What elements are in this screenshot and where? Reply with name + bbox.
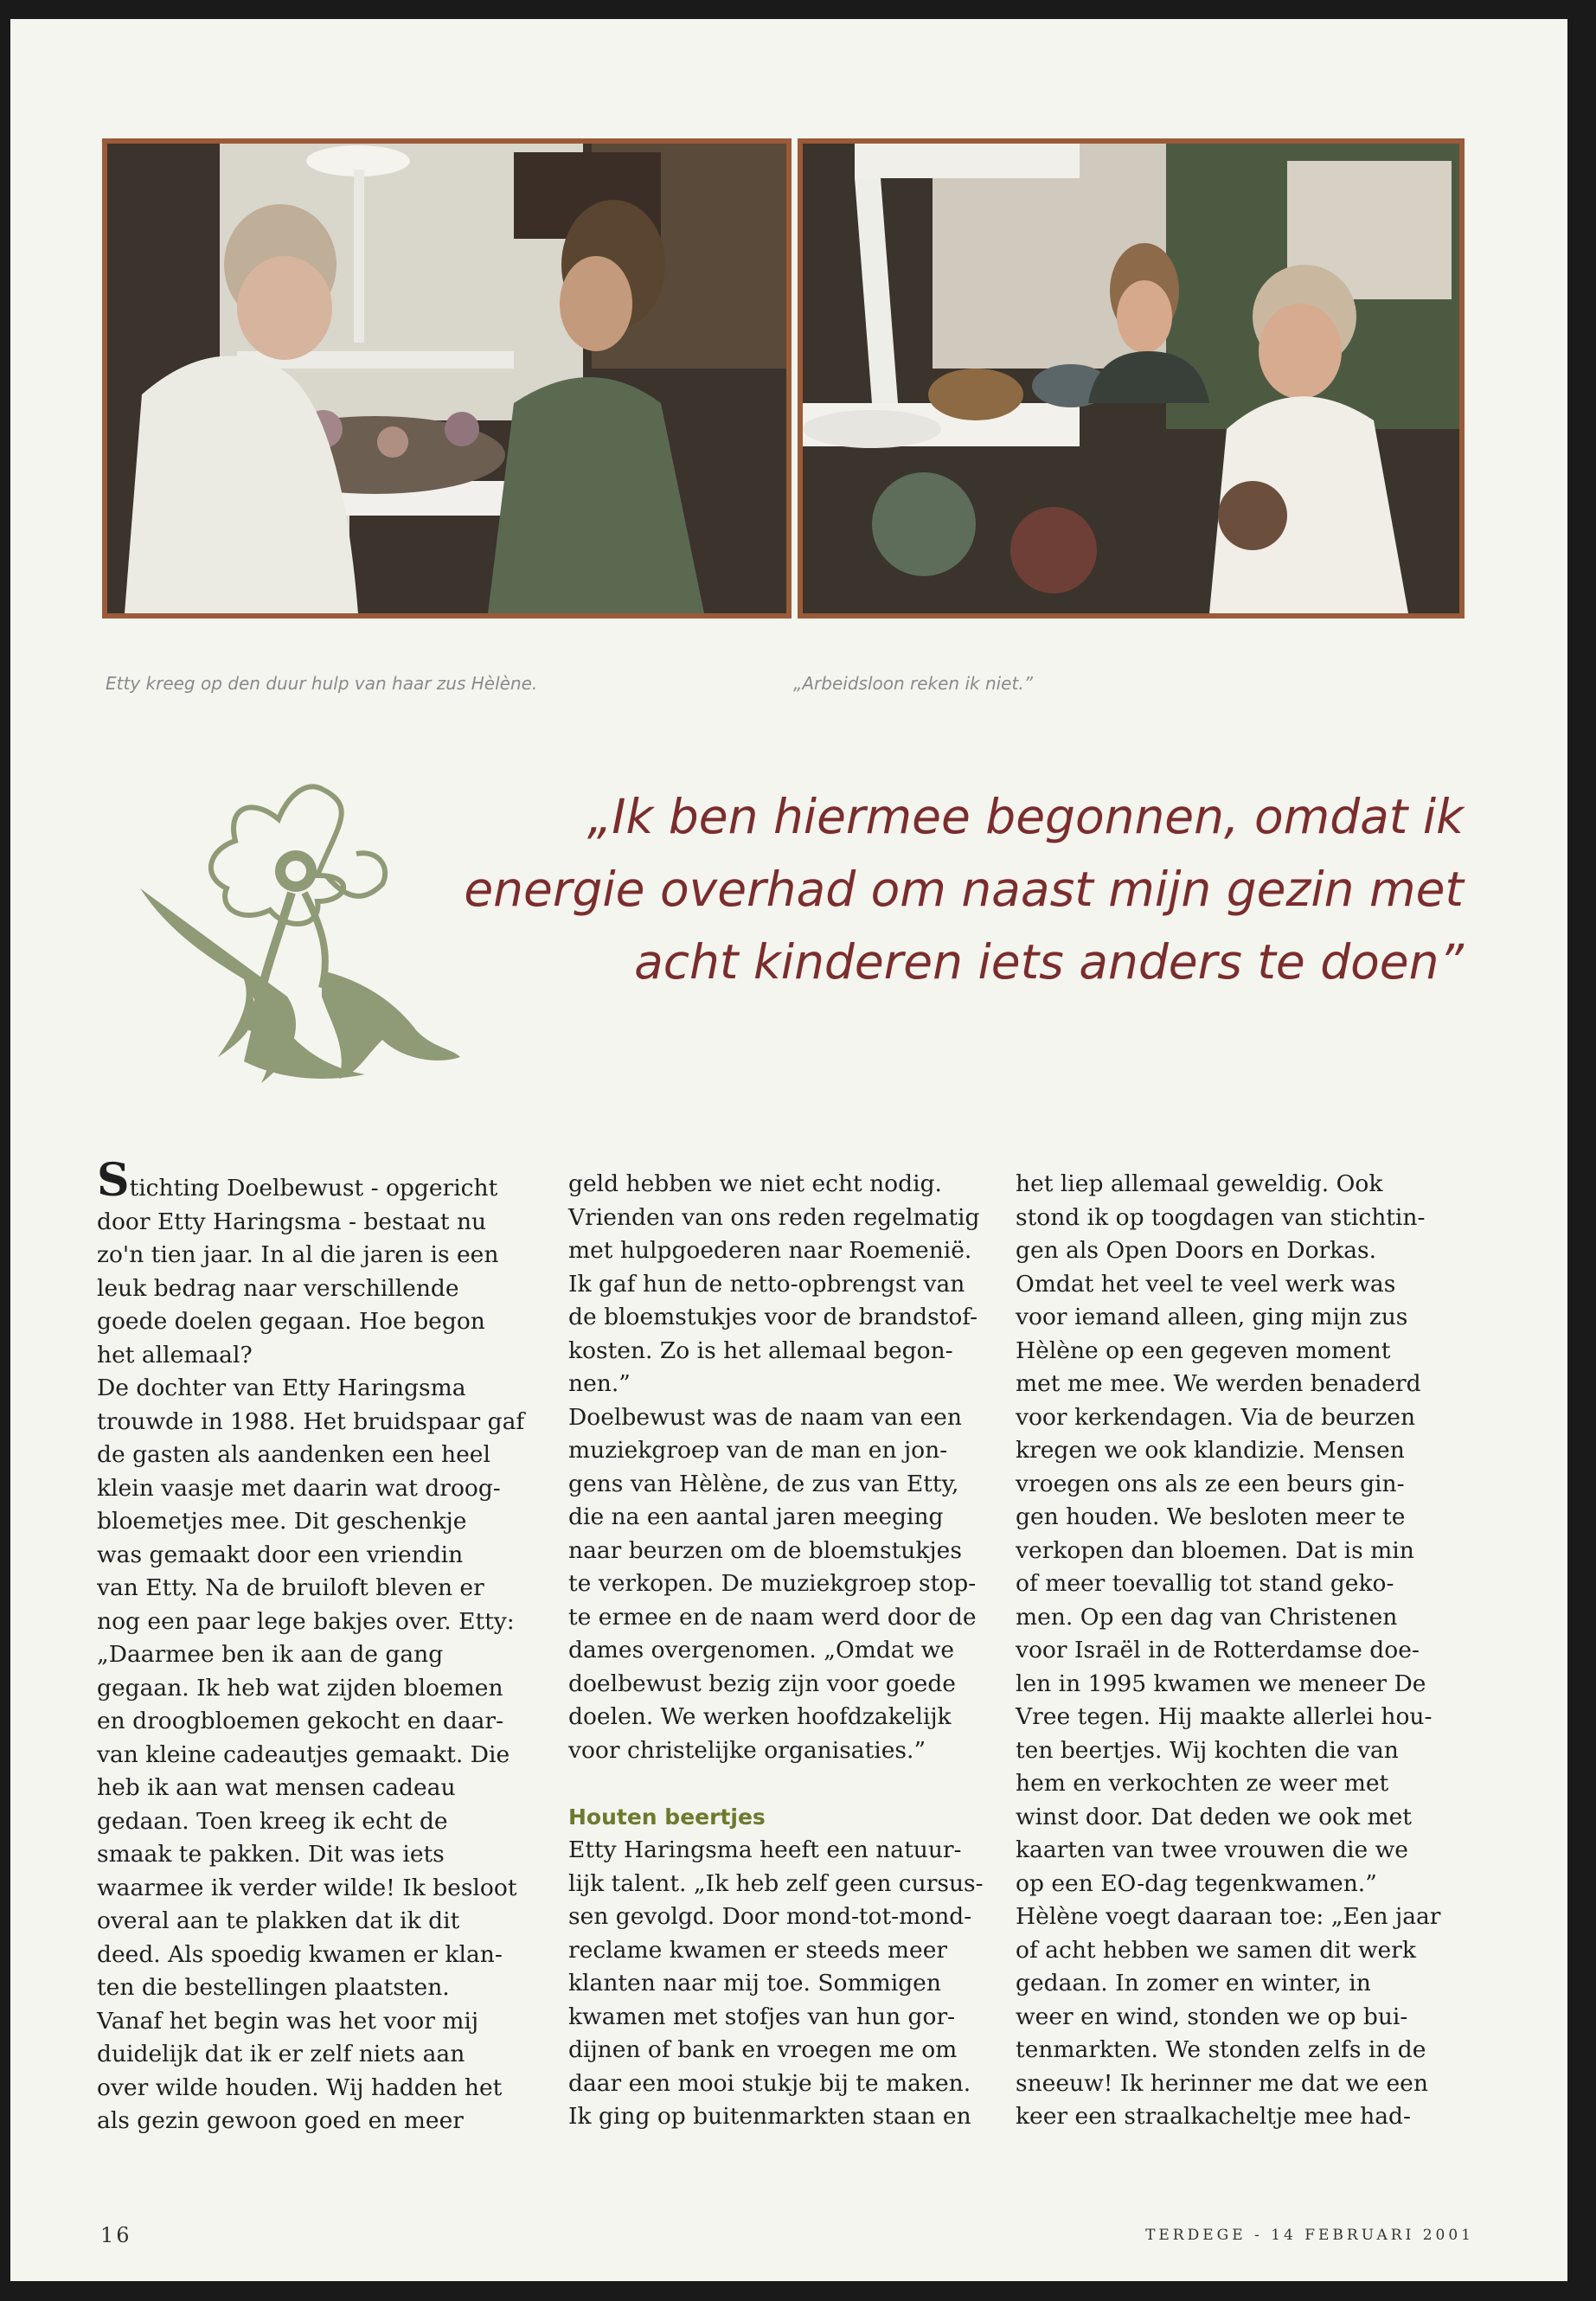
article-line: gedaan. Toen kreeg ik echt de <box>97 1807 448 1835</box>
article-line: geld hebben we niet echt nodig. <box>568 1170 942 1197</box>
article-line: het allemaal? <box>97 1341 253 1368</box>
article-line: gedaan. In zomer en winter, in <box>1016 1970 1371 1997</box>
article-line: dames overgenomen. „Omdat we <box>568 1637 955 1663</box>
article-line: nog een paar lege bakjes over. Etty: <box>97 1607 515 1635</box>
publication-footer: TERDEGE - 14 FEBRUARI 2001 <box>1145 2227 1474 2244</box>
article-line: smaak te pakken. Dit was iets <box>97 1841 445 1868</box>
article-line: ten die bestellingen plaatsten. <box>97 1974 450 2001</box>
paragraph-spacer <box>568 1767 984 1801</box>
drop-cap: S <box>97 1154 130 1207</box>
article-line: klanten naar mij toe. Sommigen <box>568 1970 941 1997</box>
pull-quote-line: energie overhad om naast mijn gezin met <box>464 862 1464 917</box>
article-line: kregen we ook klandizie. Mensen <box>1016 1437 1405 1464</box>
article-line: voor kerkendagen. Via de beurzen <box>1016 1403 1416 1431</box>
article-line: en droogbloemen gekocht en daar- <box>97 1708 504 1734</box>
article-line: die na een aantal jaren meeging <box>568 1503 944 1530</box>
article-line: overal aan te plakken dat ik dit <box>97 1907 460 1934</box>
article-line: weer en wind, stonden we op bui- <box>1016 2003 1408 2030</box>
article-line: lijk talent. „Ik heb zelf geen cursus- <box>568 1869 984 1897</box>
article-line: gen houden. We besloten meer te <box>1016 1503 1406 1530</box>
article-line: Ik ging op buitenmarkten staan en <box>568 2103 971 2130</box>
article-line: voor christelijke organisaties.” <box>568 1736 926 1764</box>
article-line: reclame kwamen er steeds meer <box>568 1936 948 1964</box>
article-line: Hèlène voegt daaraan toe: „Een jaar <box>1016 1903 1441 1930</box>
article-line: de gasten als aandenken een heel <box>97 1441 490 1468</box>
article-line: zo'n tien jaar. In al die jaren is een <box>97 1241 499 1268</box>
article-line: verkopen dan bloemen. Dat is min <box>1016 1536 1414 1564</box>
page-number: 16 <box>100 2223 132 2247</box>
article-line: door Etty Haringsma - bestaat nu <box>97 1208 487 1235</box>
article-line: Hèlène op een gegeven moment <box>1016 1336 1391 1364</box>
article-line: dijnen of bank en vroegen me om <box>568 2036 958 2063</box>
article-line: voor Israël in de Rotterdamse doe- <box>1016 1637 1420 1663</box>
magazine-page <box>10 19 1567 2281</box>
photo-right <box>798 138 1465 619</box>
article-line: kwamen met stofjes van hun gor- <box>568 2003 956 2030</box>
article-line: of acht hebben we samen dit werk <box>1016 1936 1416 1964</box>
article-line: doelen. We werken hoofdzakelijk <box>568 1703 952 1730</box>
article-line: Stichting Doelbewust - opgericht <box>97 1154 498 1207</box>
article-line: gegaan. Ik heb wat zijden bloemen <box>97 1674 503 1702</box>
article-line: kosten. Zo is het allemaal begon- <box>568 1336 953 1364</box>
article-column-3 <box>1016 1168 1441 2134</box>
article-line: gens van Hèlène, de zus van Etty, <box>568 1470 959 1497</box>
article-line: nen.” <box>568 1370 631 1397</box>
article-line: ten beertjes. Wij kochten die van <box>1016 1736 1399 1764</box>
article-line: trouwde in 1988. Het bruidspaar gaf <box>97 1407 525 1435</box>
pull-quote-line: acht kinderen iets anders te doen” <box>634 934 1464 990</box>
article-line: van kleine cadeautjes gemaakt. Die <box>97 1740 510 1768</box>
article-line: winst door. Dat deden we ook met <box>1016 1803 1412 1830</box>
article-line: Doelbewust was de naam van een <box>568 1403 962 1431</box>
article-line: doelbewust bezig zijn voor goede <box>568 1670 956 1697</box>
subheading: Houten beertjes <box>568 1804 766 1830</box>
article-line: Omdat het veel te veel werk was <box>1016 1270 1396 1298</box>
pull-quote <box>426 780 1464 998</box>
article-line: naar beurzen om de bloemstukjes <box>568 1536 962 1564</box>
photo-left <box>102 138 792 619</box>
article-line: duidelijk dat ik er zelf niets aan <box>97 2041 465 2067</box>
article-line: klein vaasje met daarin wat droog- <box>97 1474 501 1502</box>
article-line: stond ik op toogdagen van stichtin- <box>1016 1203 1426 1231</box>
article-line: was gemaakt door een vriendin <box>97 1541 464 1568</box>
article-column-1 <box>97 1154 525 2138</box>
article-line: vroegen ons als ze een beurs gin- <box>1016 1470 1405 1497</box>
article-line: tenmarkten. We stonden zelfs in de <box>1016 2036 1426 2063</box>
article-line: te ermee en de naam werd door de <box>568 1603 977 1631</box>
article-line: op een EO-dag tegenkwamen.” <box>1016 1869 1377 1897</box>
article-line: sen gevolgd. Door mond-tot-mond- <box>568 1903 972 1930</box>
article-line: leuk bedrag naar verschillende <box>97 1274 459 1302</box>
article-line: als gezin gewoon goed en meer <box>97 2107 464 2134</box>
article-line: goede doelen gegaan. Hoe begon <box>97 1308 485 1335</box>
article-line: of meer toevallig tot stand geko- <box>1016 1570 1394 1597</box>
article-line: men. Op een dag van Christenen <box>1016 1603 1398 1631</box>
article-line: bloemetjes mee. Dit geschenkje <box>97 1508 467 1535</box>
article-line: Etty Haringsma heeft een natuur- <box>568 1836 962 1863</box>
article-line: deed. Als spoedig kwamen er klan- <box>97 1940 503 1968</box>
article-line: Vrienden van ons reden regelmatig <box>568 1203 980 1231</box>
article-line: met hulpgoederen naar Roemenië. <box>568 1237 972 1264</box>
caption-left: Etty kreeg op den duur hulp van haar zus Hèlène. <box>106 673 538 694</box>
article-line: te verkopen. De muziekgroep stop- <box>568 1570 977 1597</box>
photo-right-image <box>803 144 1459 613</box>
article-line: gen als Open Doors en Dorkas. <box>1016 1237 1377 1264</box>
article-line: keer een straalkacheltje mee had- <box>1016 2103 1411 2130</box>
article-line: over wilde houden. Wij hadden het <box>97 2073 503 2101</box>
article-line: heb ik aan wat mensen cadeau <box>97 1774 456 1801</box>
article-line: voor iemand alleen, ging mijn zus <box>1016 1304 1408 1330</box>
article-line: De dochter van Etty Haringsma <box>97 1375 466 1401</box>
article-line: hem en verkochten ze weer met <box>1016 1770 1389 1797</box>
caption-right: „Arbeidsloon reken ik niet.” <box>793 673 1034 694</box>
article-line: daar een mooi stukje bij te maken. <box>568 2069 971 2097</box>
article-line: Vree tegen. Hij maakte allerlei hou- <box>1016 1703 1433 1730</box>
article-line: met me mee. We werden benaderd <box>1016 1370 1421 1397</box>
article-line: „Daarmee ben ik aan de gang <box>97 1641 444 1668</box>
photo-left-image <box>107 144 786 613</box>
article-line: sneeuw! Ik herinner me dat we een <box>1016 2069 1428 2097</box>
pull-quote-line: „Ik ben hiermee begonnen, omdat ik <box>586 789 1464 844</box>
article-line: len in 1995 kwamen we meneer De <box>1016 1670 1426 1697</box>
article-line: van Etty. Na de bruiloft bleven er <box>97 1574 484 1601</box>
article-column-2 <box>568 1168 984 2134</box>
article-line: het liep allemaal geweldig. Ook <box>1016 1170 1383 1197</box>
article-line: muziekgroep van de man en jon- <box>568 1437 948 1464</box>
article-line: kaarten van twee vrouwen die we <box>1016 1836 1408 1863</box>
article-line: waarmee ik verder wilde! Ik besloot <box>97 1874 517 1901</box>
article-line: Ik gaf hun de netto-opbrengst van <box>568 1270 965 1298</box>
article-line: Vanaf het begin was het voor mij <box>97 2007 479 2035</box>
article-line: de bloemstukjes voor de brandstof- <box>568 1304 978 1330</box>
